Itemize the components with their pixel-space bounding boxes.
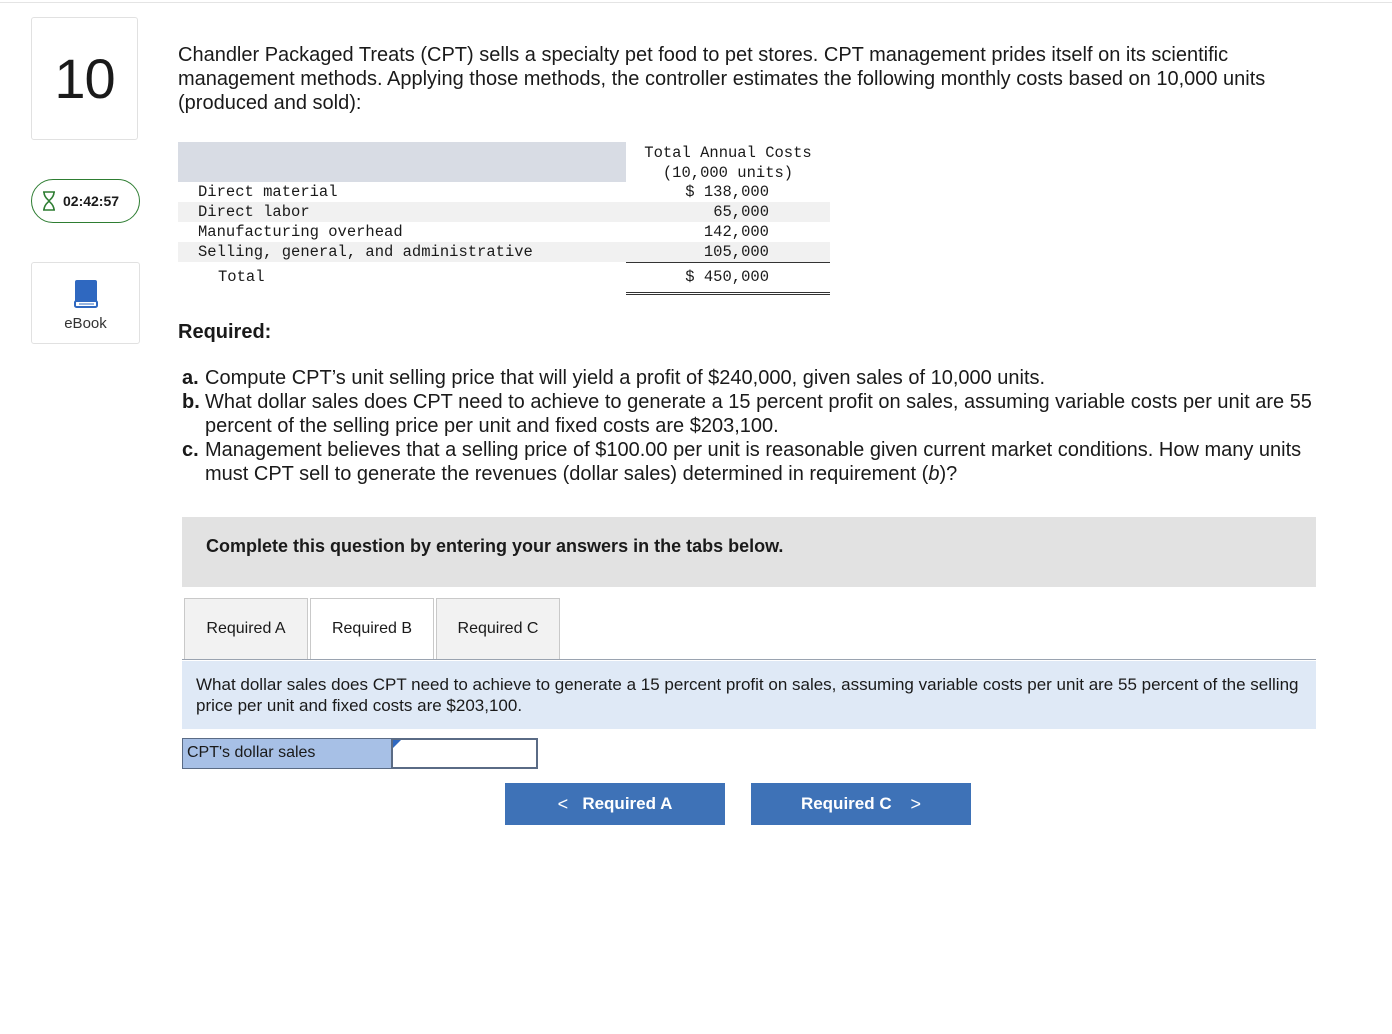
prev-button-label: Required A: [582, 794, 673, 813]
question-intro: Chandler Packaged Treats (CPT) sells a specialty pet food to pet stores. CPT management prides itself on its scientific management methods. Applying those methods, the controller estimates the following monthly costs based on 10,000 units (produced and sold):: [178, 44, 1266, 114]
ebook-label: eBook: [64, 315, 107, 332]
row-value: 105,000: [703, 243, 769, 261]
timer-badge: [31, 179, 140, 223]
item-text: Compute CPT’s unit selling price that will yield a profit of $240,000, given sales of 10,000 units.: [205, 367, 1046, 389]
ebook-button[interactable]: [31, 262, 140, 344]
dollar-sales-input[interactable]: [391, 738, 538, 769]
list-item: [182, 390, 1342, 438]
table-row: [178, 202, 830, 222]
row-label: Direct labor: [198, 203, 310, 221]
cost-table-column-header: [626, 142, 830, 183]
question-number-box: [31, 17, 138, 140]
required-heading: Required:: [178, 321, 272, 343]
input-flag-icon: [393, 740, 401, 748]
column-header-line1: Total Annual Costs: [644, 144, 812, 162]
row-label: Selling, general, and administrative: [198, 243, 533, 261]
row-value: 142,000: [703, 223, 769, 241]
column-header-line2: (10,000 units): [662, 164, 794, 182]
total-row: [178, 262, 830, 292]
list-item: [182, 366, 1342, 390]
tab-required-c[interactable]: Required C: [436, 598, 560, 660]
tab-required-b[interactable]: Required B: [310, 598, 434, 660]
row-value: $ 138,000: [685, 183, 769, 201]
prev-required-a-button[interactable]: [505, 783, 725, 825]
item-text-main: Management believes that a selling price of $100.00 per unit is reasonable given current market conditions. How many units must CPT sell to generate the revenues (dollar sales) determined in requirement (: [205, 439, 1302, 485]
table-row: [178, 242, 830, 262]
timer-value: 02:42:57: [63, 193, 120, 209]
item-letter: c.: [182, 439, 199, 461]
row-value: 65,000: [713, 203, 769, 221]
tab-panel-prompt: What dollar sales does CPT need to achieve to generate a 15 percent profit on sales, assuming variable costs per unit are 55 percent of the selling price per unit and fixed costs are $203,100.: [182, 661, 1316, 729]
top-divider: [0, 2, 1392, 3]
row-label: Manufacturing overhead: [198, 223, 403, 241]
item-letter: b.: [182, 391, 200, 413]
chevron-left-icon: <: [557, 793, 569, 814]
cost-table-header: [178, 142, 830, 182]
hourglass-icon: [42, 191, 56, 211]
total-value: $ 450,000: [685, 268, 769, 286]
book-icon: [73, 279, 99, 309]
list-item: [182, 438, 1342, 486]
question-number: 10: [54, 47, 115, 110]
item-text-italic: b: [928, 463, 940, 485]
table-row: [178, 222, 830, 242]
required-list: [182, 366, 1342, 486]
chevron-right-icon: >: [910, 793, 922, 814]
answer-label: CPT's dollar sales: [182, 738, 392, 769]
row-label: Direct material: [198, 183, 338, 201]
next-required-c-button[interactable]: [751, 783, 971, 825]
table-row: [178, 182, 830, 202]
instruction-banner: Complete this question by entering your answers in the tabs below.: [182, 517, 1316, 587]
item-text: [205, 438, 1342, 486]
total-label: Total: [218, 268, 265, 286]
item-text-end: )?: [939, 463, 958, 485]
next-button-label: Required C: [800, 794, 892, 813]
cost-table: [178, 142, 830, 292]
tab-required-a[interactable]: Required A: [184, 598, 308, 660]
total-double-rule: [626, 292, 830, 295]
tab-divider: [182, 659, 1316, 660]
item-letter: a.: [182, 367, 199, 389]
item-text: What dollar sales does CPT need to achieve to generate a 15 percent profit on sales, assuming variable costs per unit are 55 percent of the selling price per unit and fixed costs are $203,100.: [205, 391, 1312, 437]
